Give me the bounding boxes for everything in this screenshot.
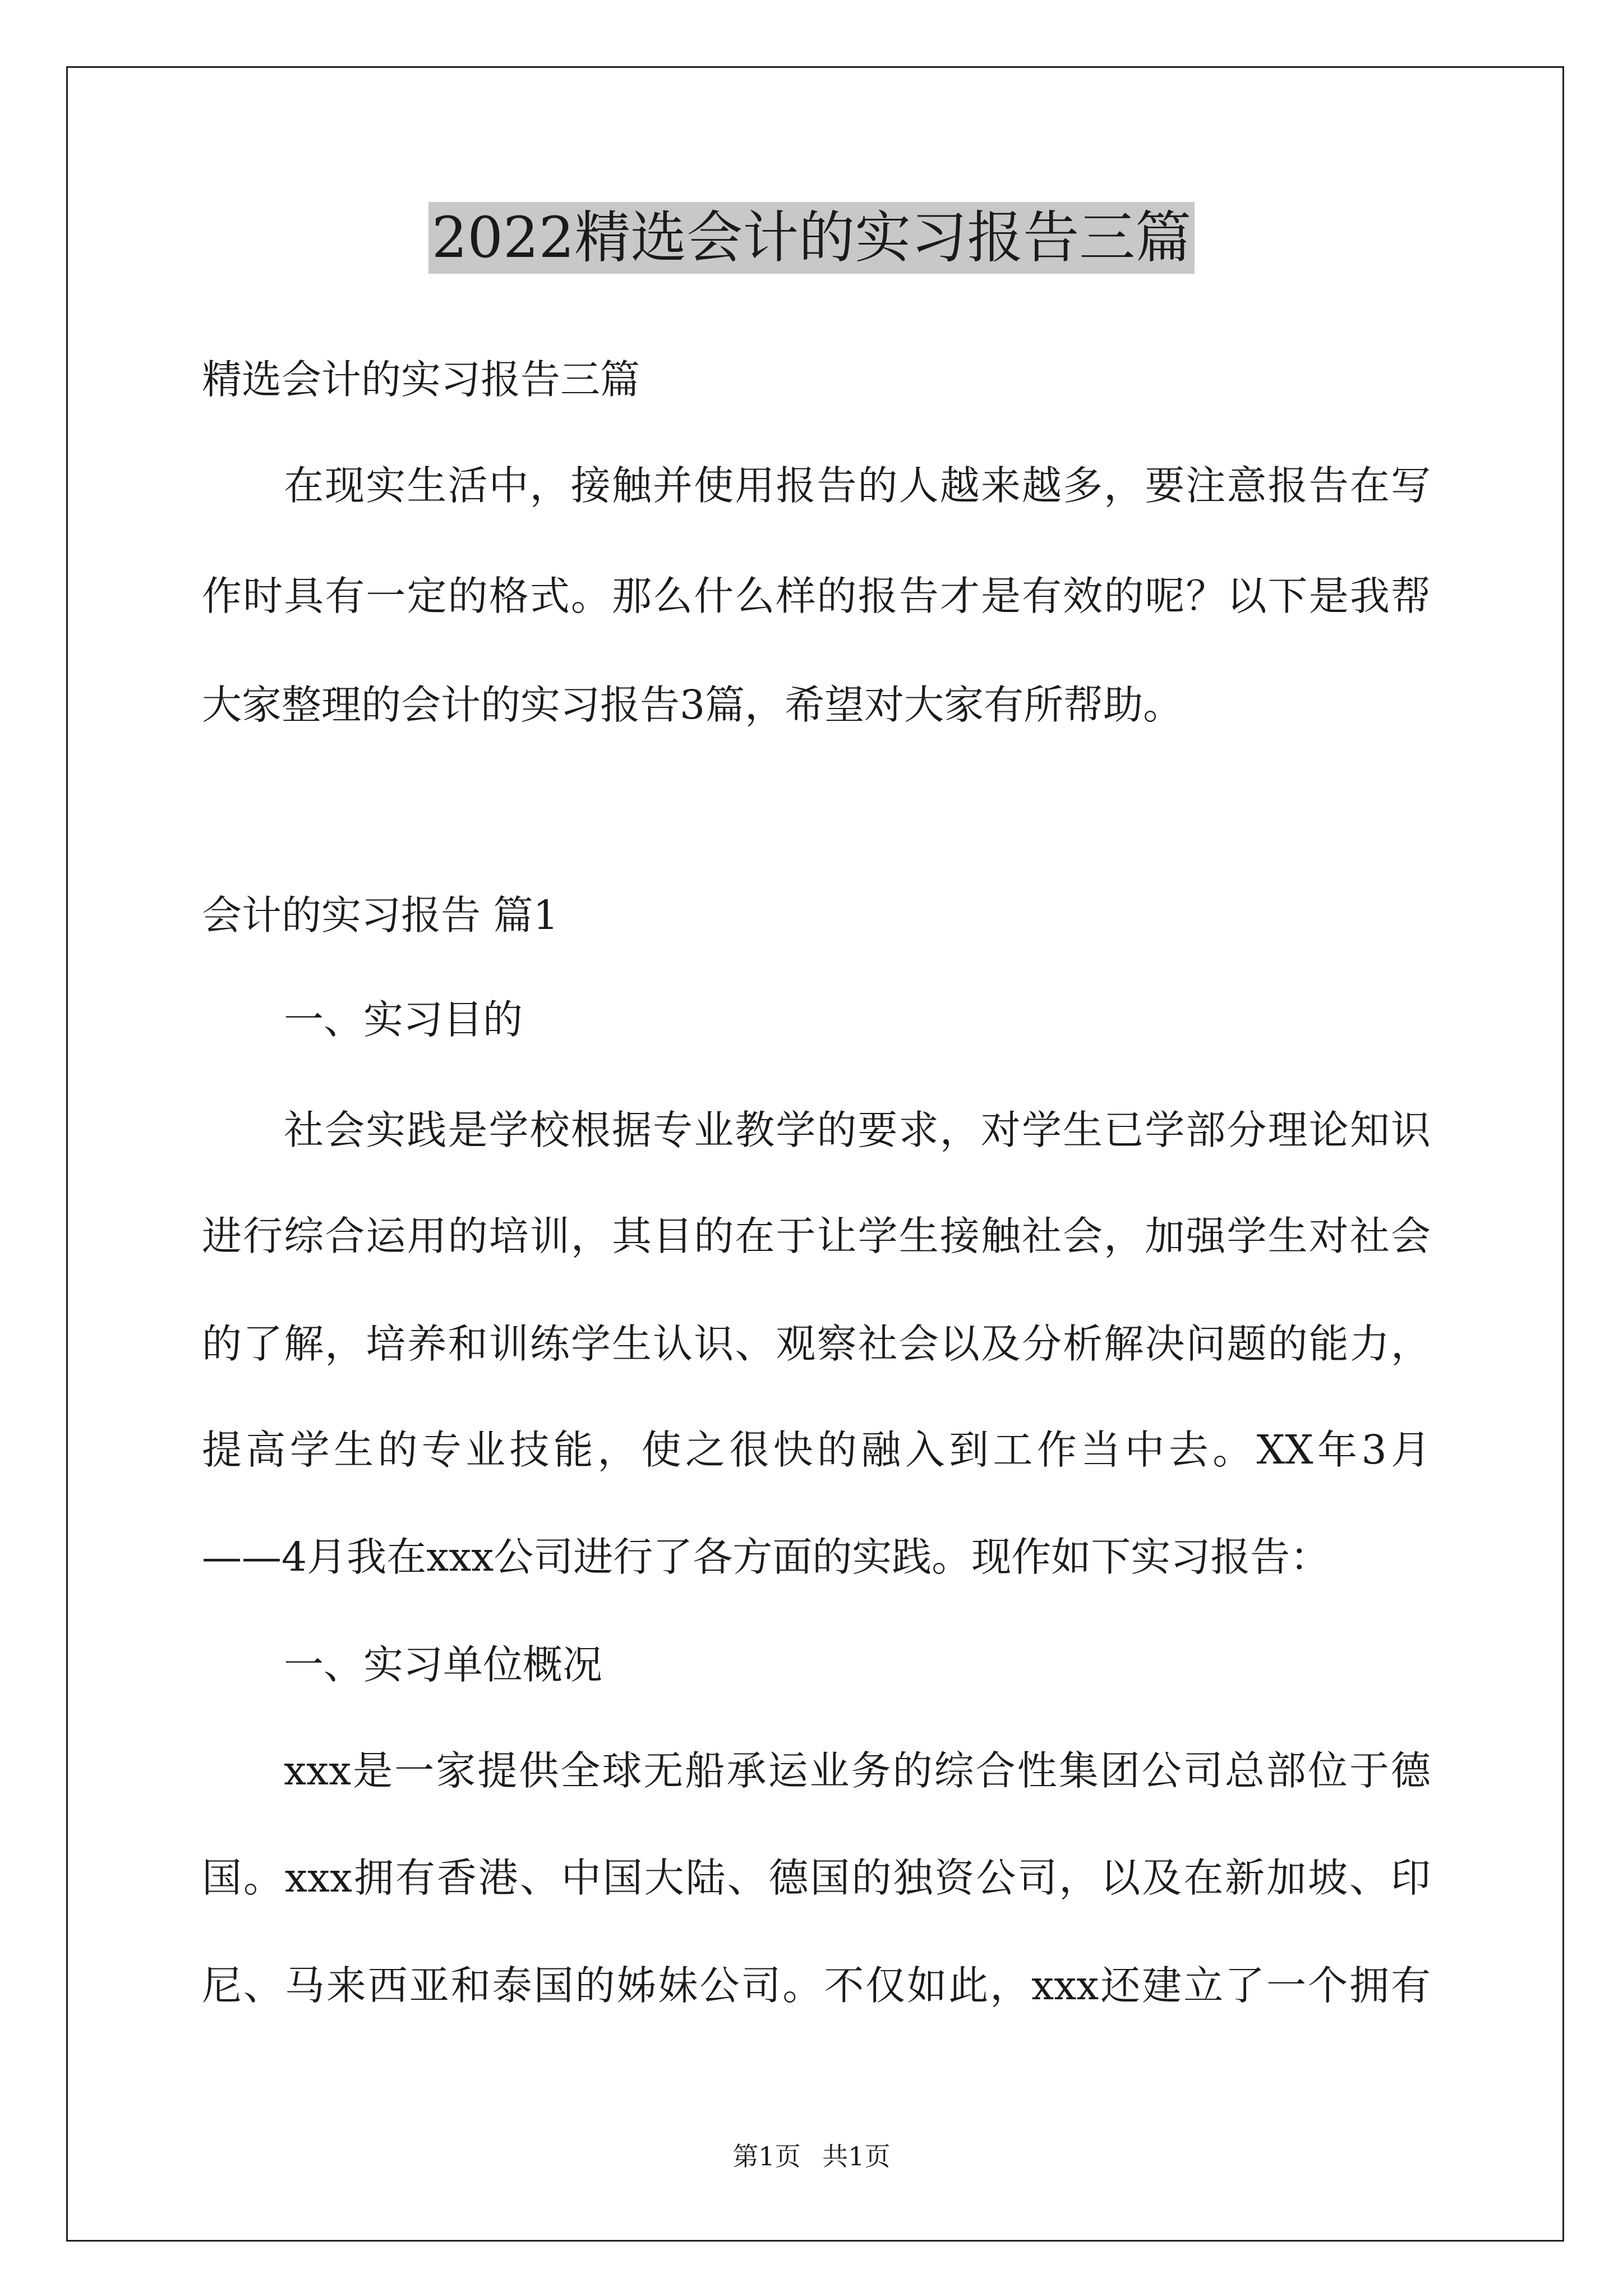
document-subtitle: 精选会计的实习报告三篇 xyxy=(202,356,640,403)
unit-line: 尼、马来西亚和泰国的姊妹公司。不仅如此，xxx还建立了一个拥有 xyxy=(202,1962,1431,2009)
unit-heading: 一、实习单位概况 xyxy=(284,1641,603,1688)
purpose-heading: 一、实习目的 xyxy=(284,996,523,1043)
unit-line: 国。xxx拥有香港、中国大陆、德国的独资公司，以及在新加坡、印 xyxy=(202,1855,1431,1901)
purpose-line: 提高学生的专业技能，使之很快的融入到工作当中去。XX年3月 xyxy=(202,1427,1431,1473)
purpose-line: 的了解，培养和训练学生认识、观察社会以及分析解决问题的能力， xyxy=(202,1320,1431,1367)
section-heading: 会计的实习报告 篇1 xyxy=(202,892,559,938)
document-title: 2022精选会计的实习报告三篇 xyxy=(428,202,1195,274)
purpose-line: 社会实践是学校根据专业教学的要求，对学生已学部分理论知识 xyxy=(284,1107,1431,1153)
unit-line: xxx是一家提供全球无船承运业务的综合性集团公司总部位于德 xyxy=(284,1747,1431,1794)
intro-line: 作时具有一定的格式。那么什么样的报告才是有效的呢？以下是我帮 xyxy=(202,573,1431,619)
purpose-line: ——4月我在xxx公司进行了各方面的实践。现作如下实习报告： xyxy=(202,1534,1330,1580)
intro-line: 大家整理的会计的实习报告3篇，希望对大家有所帮助。 xyxy=(202,682,1183,728)
intro-line: 在现实生活中，接触并使用报告的人越来越多，要注意报告在写 xyxy=(284,462,1431,509)
page-footer: 第1页 共1页 xyxy=(732,2141,891,2171)
title-block xyxy=(0,202,1623,274)
purpose-line: 进行综合运用的培训，其目的在于让学生接触社会，加强学生对社会 xyxy=(202,1213,1431,1259)
